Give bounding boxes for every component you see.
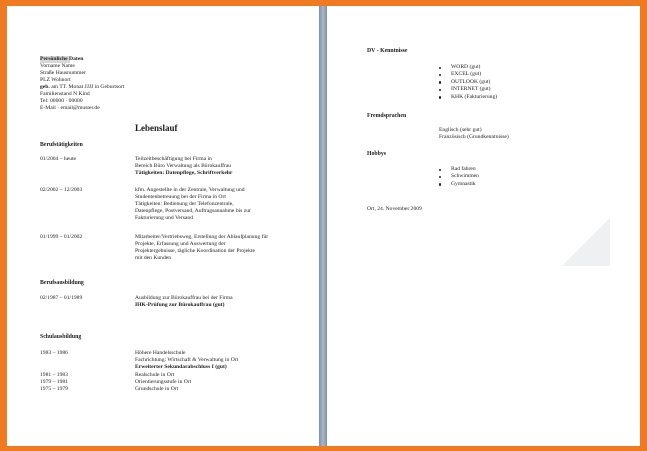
- name-line: Vorname Name: [40, 63, 75, 69]
- school-line: Erweiterter Sekundarabschluss I (gut): [135, 364, 227, 370]
- career-date-3: 01/1999 – 01/2002: [40, 234, 83, 240]
- training-heading: Berufsausbildung: [40, 280, 84, 286]
- school-line: Realschule in Ort: [135, 372, 175, 378]
- list-item: Rad fahren: [439, 166, 479, 173]
- career-line: kfm. Angestellte in der Zentrale, Verwaltung und: [135, 187, 245, 193]
- career-line: Studentenbetreuung bei der Firma in Ort: [135, 194, 226, 200]
- school-date: 1983 – 1986: [40, 350, 68, 356]
- career-line: Datenpflege, Postversand, Auftragsannahme bis zur: [135, 208, 251, 214]
- city-line: PLZ Wohnort: [40, 77, 71, 83]
- page-title: Lebenslauf: [135, 123, 178, 133]
- career-date-2: 02/2002 – 12/2003: [40, 187, 83, 193]
- page-2: [327, 6, 640, 446]
- school-line: Orientierungsstufe in Ort: [135, 379, 192, 385]
- street-line: Straße Hausnummer: [40, 70, 86, 76]
- birth-line: geb. am TT. Monat JJJJ in Geburtsort: [40, 84, 125, 90]
- list-item: Schwimmen: [439, 173, 479, 180]
- school-heading: Schulausbildung: [40, 334, 82, 340]
- career-line: Projektergebnisse, tägliche Koordination der Projekte: [135, 248, 255, 254]
- page-curl: [562, 218, 610, 266]
- career-line: Fakturierung und Versand: [135, 215, 193, 221]
- training-line: IHK-Prüfung zur Bürokauffrau (gut): [135, 302, 225, 308]
- school-line: Grundschule in Ort: [135, 386, 179, 392]
- place-date: Ort, 24. November 2009: [367, 206, 422, 212]
- page-gutter: [319, 6, 327, 446]
- school-date: 1975 – 1979: [40, 386, 68, 392]
- list-item: EXCEL (gut): [439, 71, 497, 78]
- career-line: Bereich Büro Verwaltung als Bürokauffrau: [135, 163, 232, 169]
- school-line: Fachrichtung: Wirtschaft & Verwaltung in Ort: [135, 357, 239, 363]
- career-line: Tätigkeiten: Datenpflege, Schriftverkehr: [135, 170, 233, 176]
- list-item: OUTLOOK (gut): [439, 79, 497, 86]
- list-item: KHK (Fakturierung): [439, 94, 497, 101]
- career-date-1: 01/2004 – heute: [40, 156, 77, 162]
- career-heading: Berufstätigkeiten: [40, 142, 83, 148]
- career-line: Mitarbeiter/Vertriebsweg, Erstellung der Ablaufplanung für: [135, 234, 269, 240]
- school-date: 1979 – 1981: [40, 379, 68, 385]
- phone-line: Tel: 00000 · 00000: [40, 98, 83, 104]
- hobbies-heading: Hobbys: [367, 151, 387, 157]
- it-skills-list: [439, 64, 497, 101]
- training-line: Ausbildung zur Bürokauffrau bei der Firma: [135, 295, 233, 301]
- list-item: Gymnastik: [439, 181, 479, 188]
- personal-heading: Persönliche Daten: [40, 56, 84, 62]
- it-heading: DV - Kenntnisse: [367, 48, 408, 54]
- hobbies-list: [439, 166, 479, 188]
- career-line: Tätigkeiten: Bedienung der Telefonzentrale,: [135, 201, 234, 207]
- school-date: 1981 – 1983: [40, 372, 68, 378]
- page-1: [7, 6, 319, 446]
- list-item: WORD (gut): [439, 64, 497, 71]
- career-line: Teilzeitbeschäftigung bei Firma in: [135, 156, 212, 162]
- language-line: Englisch (sehr gut): [439, 127, 482, 133]
- training-date: 02/1987 – 01/1989: [40, 295, 83, 301]
- family-line: Familienstand N Kind: [40, 91, 90, 97]
- school-line: Höhere Handelsschule: [135, 350, 186, 356]
- language-line: Französisch (Grundkenntnisse): [439, 134, 509, 140]
- languages-heading: Fremdsprachen: [367, 113, 407, 119]
- document-viewer: [7, 6, 640, 446]
- email-line: E-Mail · email@muster.de: [40, 105, 100, 111]
- career-line: mit den Kunden: [135, 255, 172, 261]
- career-line: Projekte, Erfassung und Auswertung der: [135, 241, 226, 247]
- list-item: INTERNET (gut): [439, 86, 497, 93]
